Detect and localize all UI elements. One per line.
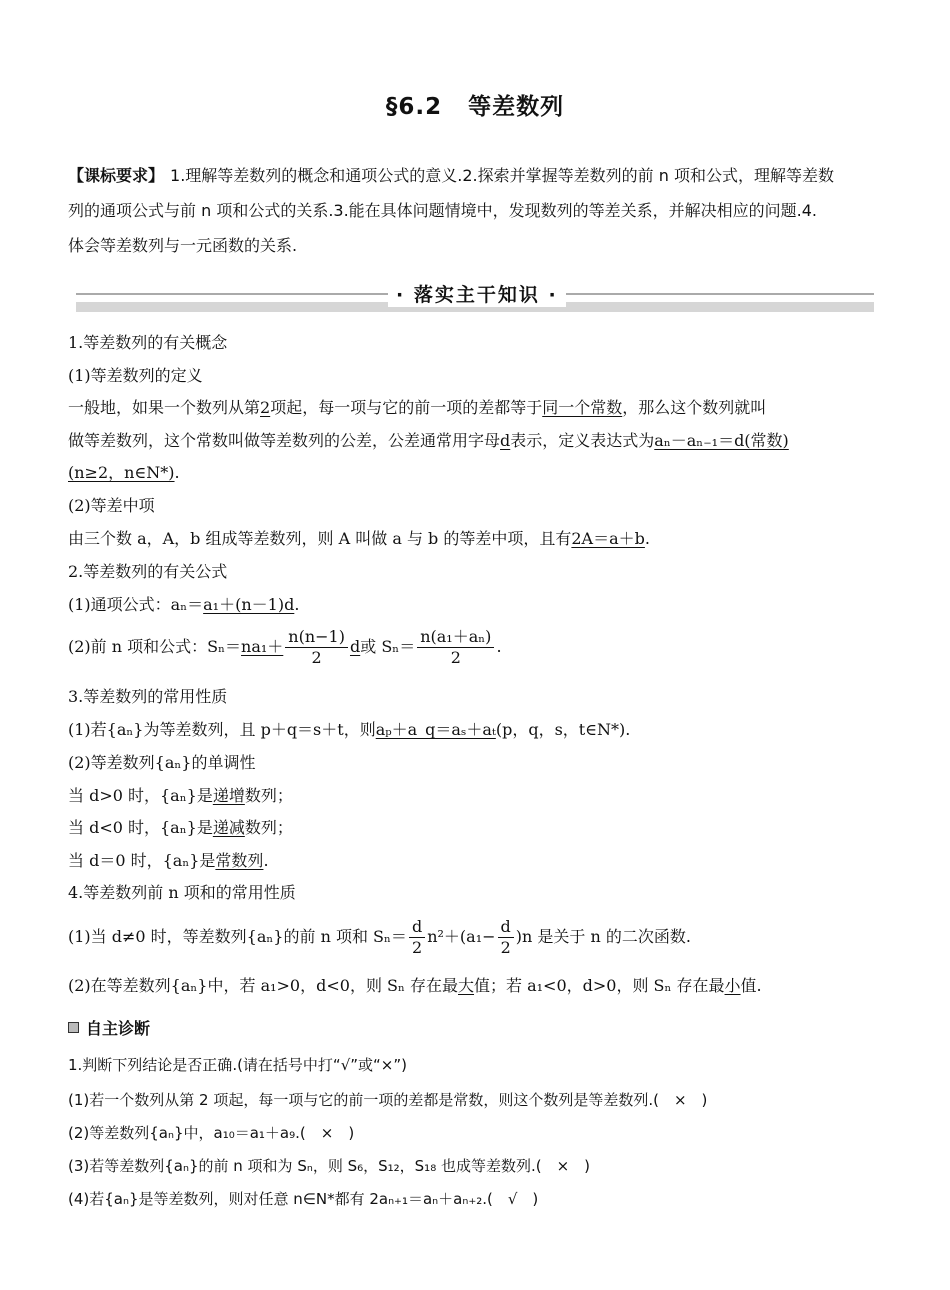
fraction: $\frac{\text{n(a₁＋aₙ)}}{2}$: [417, 627, 494, 668]
blank-answer: (n≥2，n∈N*): [68, 463, 175, 482]
section-number: §6.2: [385, 94, 443, 120]
exercise-item: (2)等差数列{aₙ}中，a₁₀＝a₁＋a₉.( × ): [68, 1124, 355, 1142]
banner-title: · 落实主干知识 ·: [388, 280, 566, 307]
exercise-intro: 1.判断下列结论是否正确.(请在括号中打“√”或“×”): [68, 1056, 407, 1074]
requirement-line-1: 1.理解等差数列的概念和通项公式的意义.2.探索并掌握等差数列的前 n 项和公式，理解等差数: [170, 166, 834, 185]
blank-answer: 2A＝a＋b: [571, 529, 645, 548]
property-1: (1)若{aₙ}为等差数列，且 p＋q＝s＋t，则aₚ＋a_q＝aₛ＋aₜ(p，q，s，t∈N*).: [68, 720, 631, 739]
fraction: $\frac{d}{2}$: [498, 917, 514, 958]
blank-answer: 递增: [212, 786, 245, 805]
blank-answer: 2: [260, 398, 271, 417]
general-term-formula: (1)通项公式：aₙ＝a₁＋(n－1)d.: [68, 595, 300, 614]
monotonic-decreasing: 当 d<0 时，{aₙ}是递减数列；: [68, 818, 293, 837]
definition-line-3: (n≥2，n∈N*).: [68, 463, 180, 482]
exercise-item: (3)若等差数列{aₙ}的前 n 项和为 Sₙ，则 S₆，S₁₂，S₁₈ 也成等差数列.( × ): [68, 1157, 591, 1175]
blank-answer: d: [500, 431, 511, 450]
blank-answer: d: [349, 637, 361, 656]
blank-answer: aₙ－aₙ₋₁＝d(常数): [654, 431, 789, 450]
requirement-line-2: 列的通项公式与前 n 项和公式的关系.3.能在具体问题情境中，发现数列的等差关系，并解决相应的问题.4.: [68, 201, 818, 220]
sum-formula: (2)前 n 项和公式：Sₙ＝na₁＋ $\frac{n(n-1)}{2}$ d或 Sₙ＝ $\frac{\text{n(a₁＋aₙ)}}{2}$ .: [68, 627, 502, 667]
definition-line-2: 做等差数列，这个常数叫做等差数列的公差，公差通常用字母d表示，定义表达式为aₙ－aₙ₋₁＝d(常数): [68, 431, 789, 450]
sum-property-2: (2)在等差数列{aₙ}中，若 a₁>0，d<0，则 Sₙ 存在最大值；若 a₁<0，d>0，则 Sₙ 存在最小值.: [68, 976, 762, 995]
requirement-tag: 【课标要求】: [68, 166, 165, 185]
property-2: (2)等差数列{aₙ}的单调性: [68, 753, 256, 772]
monotonic-increasing: 当 d>0 时，{aₙ}是递增数列；: [68, 786, 293, 805]
section-name: 等差数列: [468, 94, 565, 120]
blank-answer: a₁＋(n－1)d: [203, 595, 295, 614]
blank-answer: na₁＋: [241, 637, 284, 656]
fraction: $\frac{n(n-1)}{2}$: [285, 627, 348, 668]
curriculum-requirement: [68, 158, 880, 263]
heading-sum-properties: 4.等差数列前 n 项和的常用性质: [68, 883, 296, 902]
page-title: [0, 88, 950, 121]
exercise-item: (4)若{aₙ}是等差数列，则对任意 n∈N*都有 2aₙ₊₁＝aₙ＋aₙ₊₂.( √ ): [68, 1190, 539, 1208]
fraction: $\frac{d}{2}$: [409, 917, 425, 958]
heading-concepts: 1.等差数列的有关概念: [68, 333, 228, 352]
requirement-line-3: 体会等差数列与一元函数的关系.: [68, 236, 298, 255]
sub-definition: (1)等差数列的定义: [68, 366, 203, 385]
square-bullet-icon: [68, 1022, 79, 1033]
sub-middle-term: (2)等差中项: [68, 496, 155, 515]
heading-formulas: 2.等差数列的有关公式: [68, 562, 228, 581]
blank-answer: 常数列: [215, 851, 264, 870]
heading-properties: 3.等差数列的常用性质: [68, 687, 228, 706]
blank-answer: 小: [724, 976, 741, 995]
exercise-item: (1)若一个数列从第 2 项起，每一项与它的前一项的差都是常数，则这个数列是等差数列.( × ): [68, 1091, 708, 1109]
middle-term-line: 由三个数 a，A，b 组成等差数列，则 A 叫做 a 与 b 的等差中项，且有2A＝a＋b.: [68, 529, 650, 548]
diagnosis-heading: 自主诊断: [68, 1016, 150, 1039]
blank-answer: 递减: [212, 818, 245, 837]
section-banner: [76, 280, 874, 314]
blank-answer: 大: [458, 976, 475, 995]
definition-line-1: 一般地，如果一个数列从第2项起，每一项与它的前一项的差都等于同一个常数，那么这个数列就叫: [68, 398, 767, 417]
sum-property-1: (1)当 d≠0 时，等差数列{aₙ}的前 n 项和 Sₙ＝ $\frac{d}{2}$ n²＋(a₁− $\frac{d}{2}$ )n 是关于 n 的二次函数.: [68, 917, 691, 957]
blank-answer: aₚ＋a_q＝aₛ＋aₜ: [375, 720, 496, 739]
monotonic-constant: 当 d＝0 时，{aₙ}是常数列.: [68, 851, 269, 870]
blank-answer: 同一个常数: [542, 398, 623, 417]
